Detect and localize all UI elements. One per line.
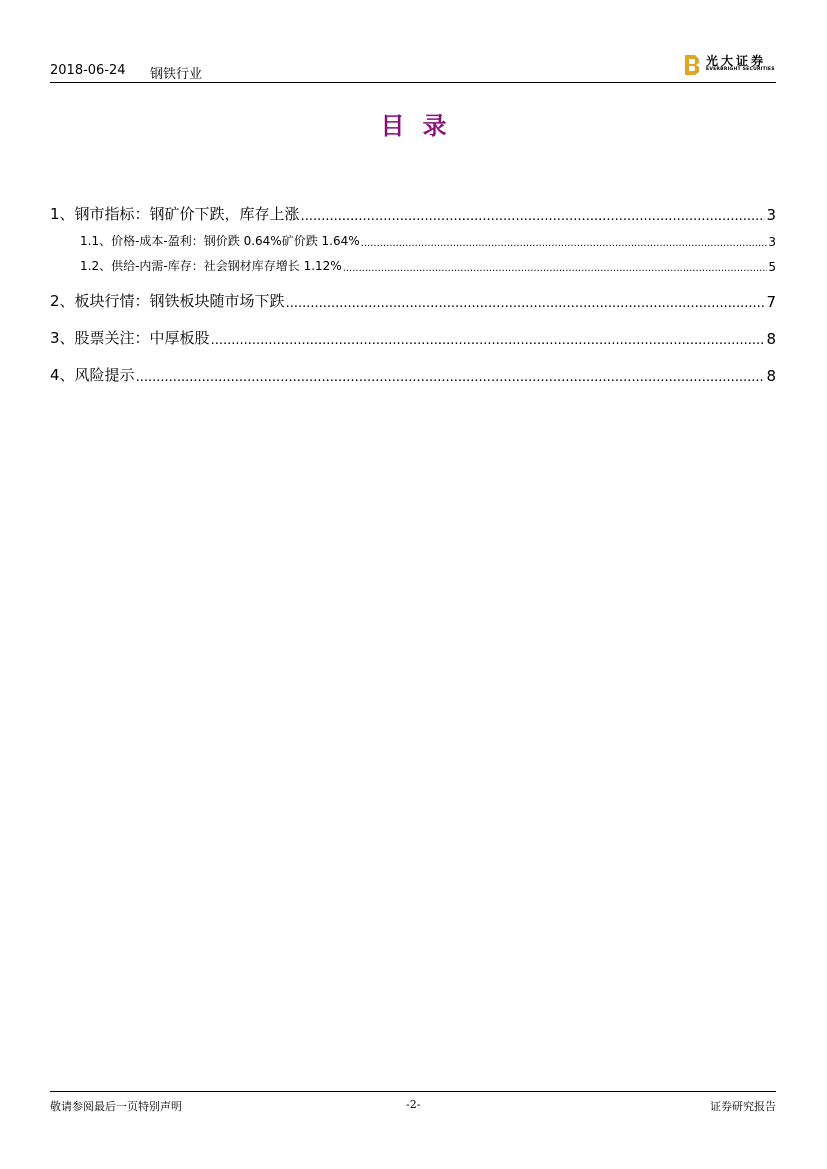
- toc-entry-1-1[interactable]: [50, 231, 776, 249]
- toc-entry-number: 1.2、: [80, 259, 112, 273]
- toc-entry-1-2[interactable]: [50, 256, 776, 274]
- toc-entry-number: 1、: [50, 205, 75, 223]
- company-logo: [684, 52, 776, 78]
- toc-leader-dots: [286, 296, 766, 311]
- toc-leader-dots: [361, 238, 768, 249]
- toc-entry-4[interactable]: [50, 363, 776, 385]
- report-date: 2018-06-24: [50, 63, 126, 78]
- toc-entry-text: 板块行情：钢铁板块随市场下跌: [74, 292, 285, 310]
- toc-entry-number: 3、: [50, 329, 75, 347]
- page-footer: [50, 1091, 776, 1116]
- toc-entry-page: 7: [766, 293, 776, 311]
- everbright-logo-icon: [684, 54, 700, 76]
- toc-title: 目录: [380, 111, 465, 140]
- logo-text-cn: 光大证券: [706, 54, 767, 68]
- logo-text-en: EVERBRIGHT SECURITIES: [706, 67, 775, 72]
- toc-entry-page: 8: [766, 367, 776, 385]
- toc-leader-dots: [136, 370, 766, 385]
- toc-entry-page: 3: [768, 235, 776, 249]
- toc-entry-page: 8: [766, 330, 776, 348]
- page-number: -2-: [406, 1098, 421, 1111]
- toc-leader-dots: [301, 209, 766, 224]
- page-header: [50, 56, 776, 83]
- toc-leader-dots: [343, 263, 768, 274]
- toc-entry-page: 5: [768, 260, 776, 274]
- toc-entry-1[interactable]: [50, 202, 776, 224]
- toc-entry-text: 供给-内需-库存：社会钢材库存增长 1.12%: [111, 259, 342, 273]
- toc-entry-3[interactable]: [50, 326, 776, 348]
- toc-leader-dots: [211, 333, 766, 348]
- toc-entry-text: 风险提示: [74, 366, 135, 384]
- toc-entry-2[interactable]: [50, 289, 776, 311]
- toc-entry-number: 2、: [50, 292, 75, 310]
- toc-entry-text: 股票关注：中厚板股: [74, 329, 210, 347]
- toc-entry-number: 1.1、: [80, 234, 112, 248]
- toc-entry-page: 3: [766, 206, 776, 224]
- industry-label: 钢铁行业: [150, 67, 203, 82]
- toc-entry-text: 钢市指标：钢矿价下跌，库存上涨: [74, 205, 300, 223]
- disclaimer-note: 敬请参阅最后一页特别声明: [50, 1100, 182, 1113]
- report-type: 证券研究报告: [710, 1100, 776, 1113]
- toc-entry-number: 4、: [50, 366, 75, 384]
- toc-entry-text: 价格-成本-盈利：钢价跌 0.64%矿价跌 1.64%: [111, 234, 360, 248]
